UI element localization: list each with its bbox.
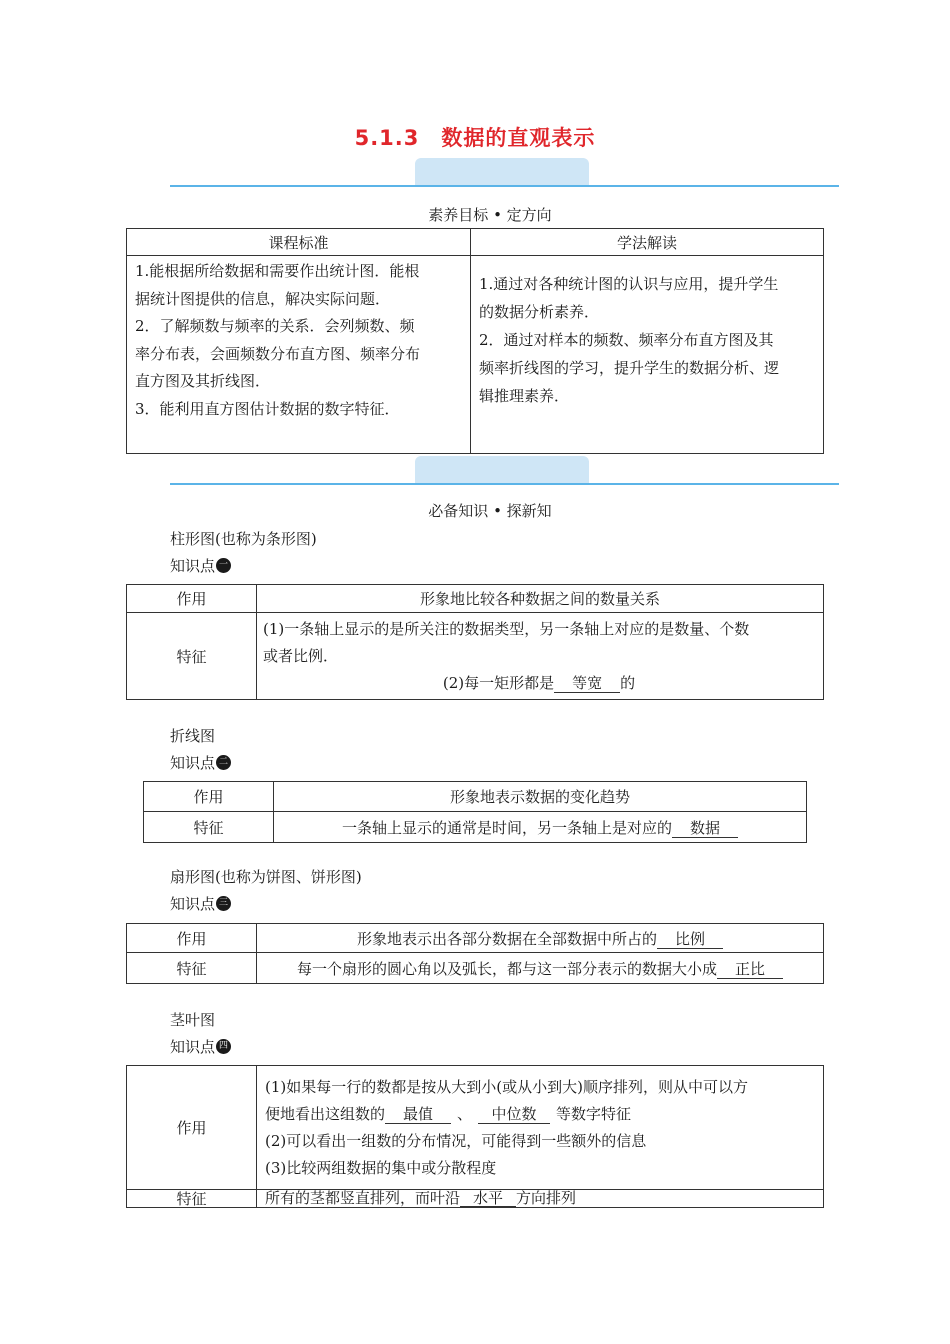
stem-leaf-feature-cell	[257, 1190, 824, 1208]
use-line: (1)如果每一行的数都是按从大到小(或从小到大)顺序排列，则从中可以方	[265, 1077, 748, 1096]
standard-line: 1.能根据所给数据和需要作出统计图．能根	[135, 262, 420, 280]
bar-chart-use-text: 形象地比较各种数据之间的数量关系	[257, 585, 824, 613]
answer-blank: 最值	[385, 1105, 451, 1124]
bar-chart-feature-cell	[257, 613, 824, 700]
number-badge-icon: 三	[216, 896, 231, 911]
number-badge-icon: 四	[216, 1039, 231, 1054]
standard-line: 据统计图提供的信息，解决实际问题．	[135, 289, 391, 308]
goals-table	[126, 228, 824, 454]
feature-line: (1)一条轴上显示的是所关注的数据类型，另一条轴上对应的是数量、个数	[263, 619, 750, 638]
feature-text: 的	[620, 673, 636, 692]
topic-line-chart: 折线图	[170, 727, 216, 745]
row-label-use: 作用	[144, 782, 274, 812]
method-line: 频率折线图的学习，提升学生的数据分析、逻	[479, 359, 780, 377]
topic-stem-leaf: 茎叶图	[170, 1011, 216, 1029]
feature-text: 所有的茎都竖直排列，而叶沿	[265, 1189, 461, 1207]
goals-col-header-standard: 课程标准	[127, 229, 471, 256]
row-label-feature: 特征	[127, 613, 257, 700]
use-text: 便地看出这组数的	[265, 1104, 386, 1123]
method-line: 1.通过对各种统计图的认识与应用，提升学生	[479, 275, 779, 293]
answer-blank: 比例	[657, 930, 723, 949]
standard-line: 3．能利用直方图估计数据的数字特征．	[135, 399, 400, 418]
section-tab-decoration	[415, 158, 589, 186]
knowledge-point-label: 知识点	[170, 1038, 216, 1056]
section-divider	[170, 483, 839, 485]
pie-chart-feature-cell	[257, 953, 824, 984]
row-label-feature: 特征	[127, 953, 257, 984]
pie-chart-use-cell	[257, 924, 824, 953]
topic-pie-chart: 扇形图(也称为饼图、饼形图)	[170, 868, 362, 886]
goals-col-header-method: 学法解读	[471, 229, 824, 256]
number-badge-icon: 一	[216, 558, 231, 573]
number-badge-icon: 二	[216, 755, 231, 770]
use-text: 、	[457, 1104, 473, 1123]
row-label-use: 作用	[127, 924, 257, 953]
knowledge-point-1	[170, 555, 231, 576]
goals-standard-cell	[127, 256, 471, 454]
use-line	[265, 1101, 815, 1128]
use-line: (2)可以看出一组数的分布情况，可能得到一些额外的信息	[265, 1131, 647, 1150]
row-label-feature: 特征	[144, 812, 274, 843]
standard-line: 直方图及其折线图．	[135, 372, 271, 390]
page-title: 5.1.3 数据的直观表示	[354, 126, 596, 150]
section-divider	[170, 185, 839, 187]
answer-blank: 正比	[717, 960, 783, 979]
feature-text: 每一个扇形的圆心角以及弧长，都与这一部分表示的数据大小成	[296, 959, 717, 978]
standard-line: 2．了解频数与频率的关系．会列频数、频	[135, 317, 415, 335]
stem-leaf-table	[126, 1065, 824, 1208]
standard-line: 率分布表，会画频数分布直方图、频率分布	[135, 344, 421, 363]
stem-leaf-use-cell	[257, 1066, 824, 1190]
line-chart-feature-cell	[274, 812, 807, 843]
section-heading-knowledge: 必备知识 • 探新知	[428, 502, 552, 520]
line-chart-use-text: 形象地表示数据的变化趋势	[274, 782, 807, 812]
topic-bar-chart: 柱形图(也称为条形图)	[170, 530, 317, 548]
row-label-feature: 特征	[127, 1190, 257, 1208]
knowledge-point-label: 知识点	[170, 895, 216, 913]
answer-blank: 水平	[460, 1191, 516, 1207]
section-tab-decoration	[415, 456, 589, 484]
row-label-use: 作用	[127, 1066, 257, 1190]
method-line: 的数据分析素养．	[479, 303, 600, 321]
row-label-use: 作用	[127, 585, 257, 613]
line-chart-table	[143, 781, 807, 843]
knowledge-point-4	[170, 1036, 231, 1057]
goals-method-cell	[471, 256, 824, 454]
use-line: (3)比较两组数据的集中或分散程度	[265, 1158, 497, 1177]
feature-line: 或者比例．	[263, 646, 339, 665]
knowledge-point-label: 知识点	[170, 754, 216, 772]
knowledge-point-3	[170, 893, 231, 914]
use-text: 等数字特征	[556, 1104, 632, 1123]
method-line: 辑推理素养．	[479, 387, 570, 405]
knowledge-point-2	[170, 752, 231, 773]
answer-blank: 数据	[672, 819, 738, 838]
feature-text: 一条轴上显示的通常是时间，另一条轴上是对应的	[341, 818, 672, 837]
feature-line	[263, 670, 815, 697]
section-heading-goals: 素养目标 • 定方向	[428, 206, 552, 224]
knowledge-point-label: 知识点	[170, 557, 216, 575]
pie-chart-table	[126, 923, 824, 984]
use-text: 形象地表示出各部分数据在全部数据中所占的	[356, 929, 657, 948]
bar-chart-table	[126, 584, 824, 700]
feature-text: (2)每一矩形都是	[442, 673, 555, 692]
method-line: 2．通过对样本的频数、频率分布直方图及其	[479, 331, 774, 349]
feature-text: 方向排列	[516, 1189, 577, 1207]
answer-blank: 中位数	[478, 1105, 550, 1124]
answer-blank: 等宽	[554, 674, 620, 693]
